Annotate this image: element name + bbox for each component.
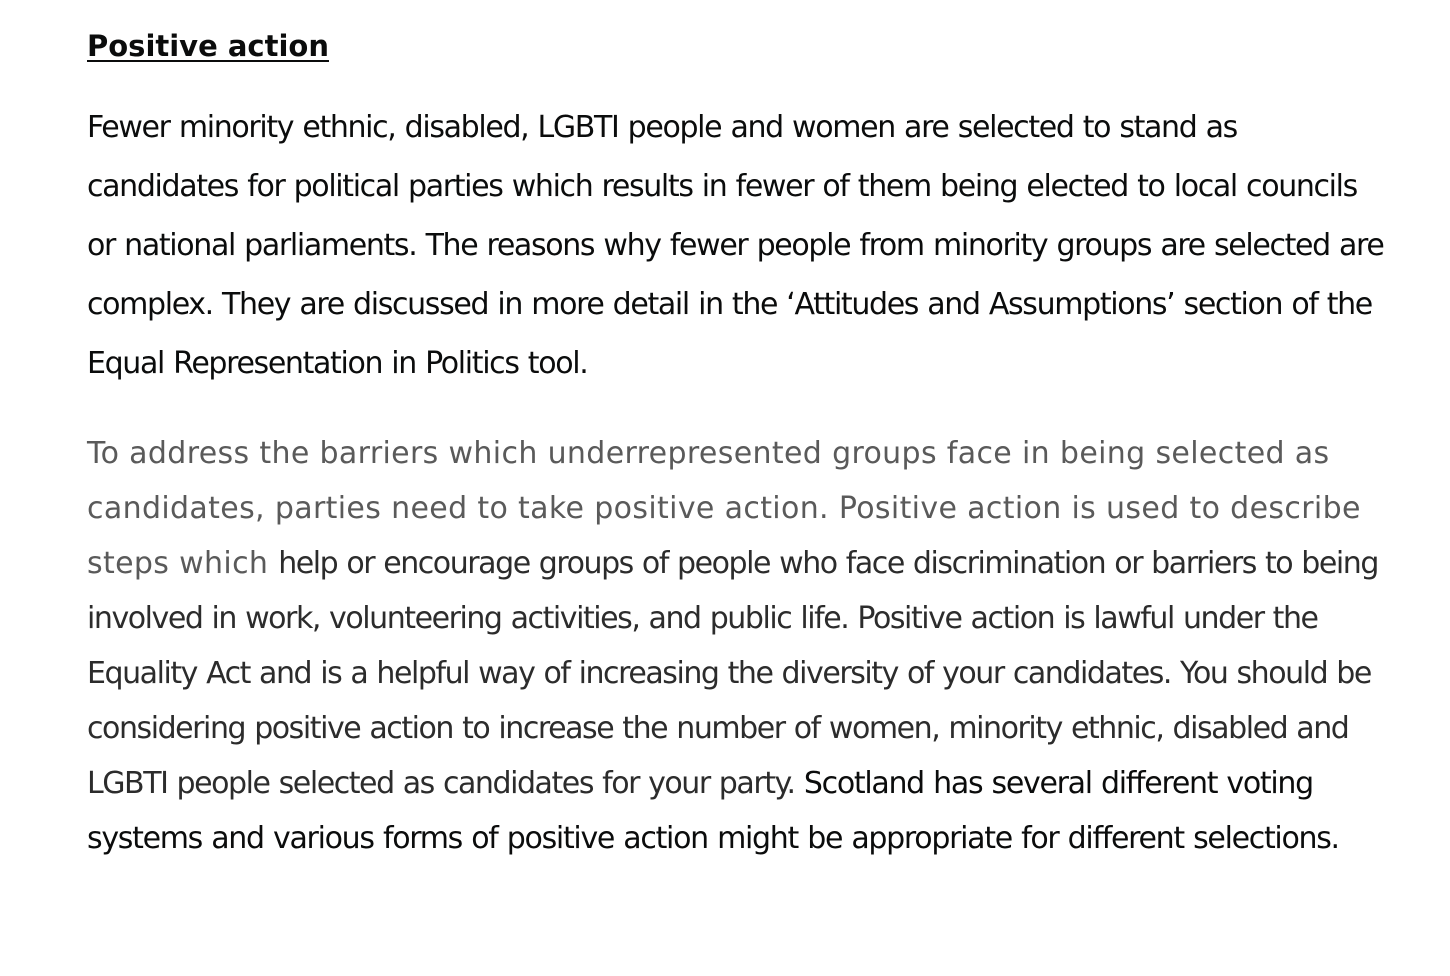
paragraph-segment-1: To address the barriers which underrepresented groups face in being selected as candidates, parties need to take positive action. Positive action is used to describe steps which bbox=[87, 436, 1361, 582]
article-section bbox=[87, 28, 1387, 866]
section-heading-link[interactable]: Positive action bbox=[87, 29, 329, 63]
paragraph-segment-3: Scotland has several different voting systems and various forms of positive action might be appropriate for different selections. bbox=[87, 766, 1339, 857]
intro-paragraph: Fewer minority ethnic, disabled, LGBTI people and women are selected to stand as candidates for political parties which results in fewer of them being elected to local councils or national parliaments. The reasons why fewer people from minority groups are selected are complex. They are discussed in more detail in the ‘Attitudes and Assumptions’ section of the Equal Representation in Politics tool. bbox=[87, 110, 1384, 382]
positive-action-paragraph bbox=[87, 426, 1387, 866]
paragraph-segment-2: help or encourage groups of people who face discrimination or barriers to being involved in work, volunteering activities, and public life. Positive action is lawful under the Equality Act and is a helpful way of increasing the diversity of your candidates. You should be considering positive action to increase the number of women, minority ethnic, disabled and LGBTI people selected as candidates for your party. bbox=[87, 546, 1378, 802]
